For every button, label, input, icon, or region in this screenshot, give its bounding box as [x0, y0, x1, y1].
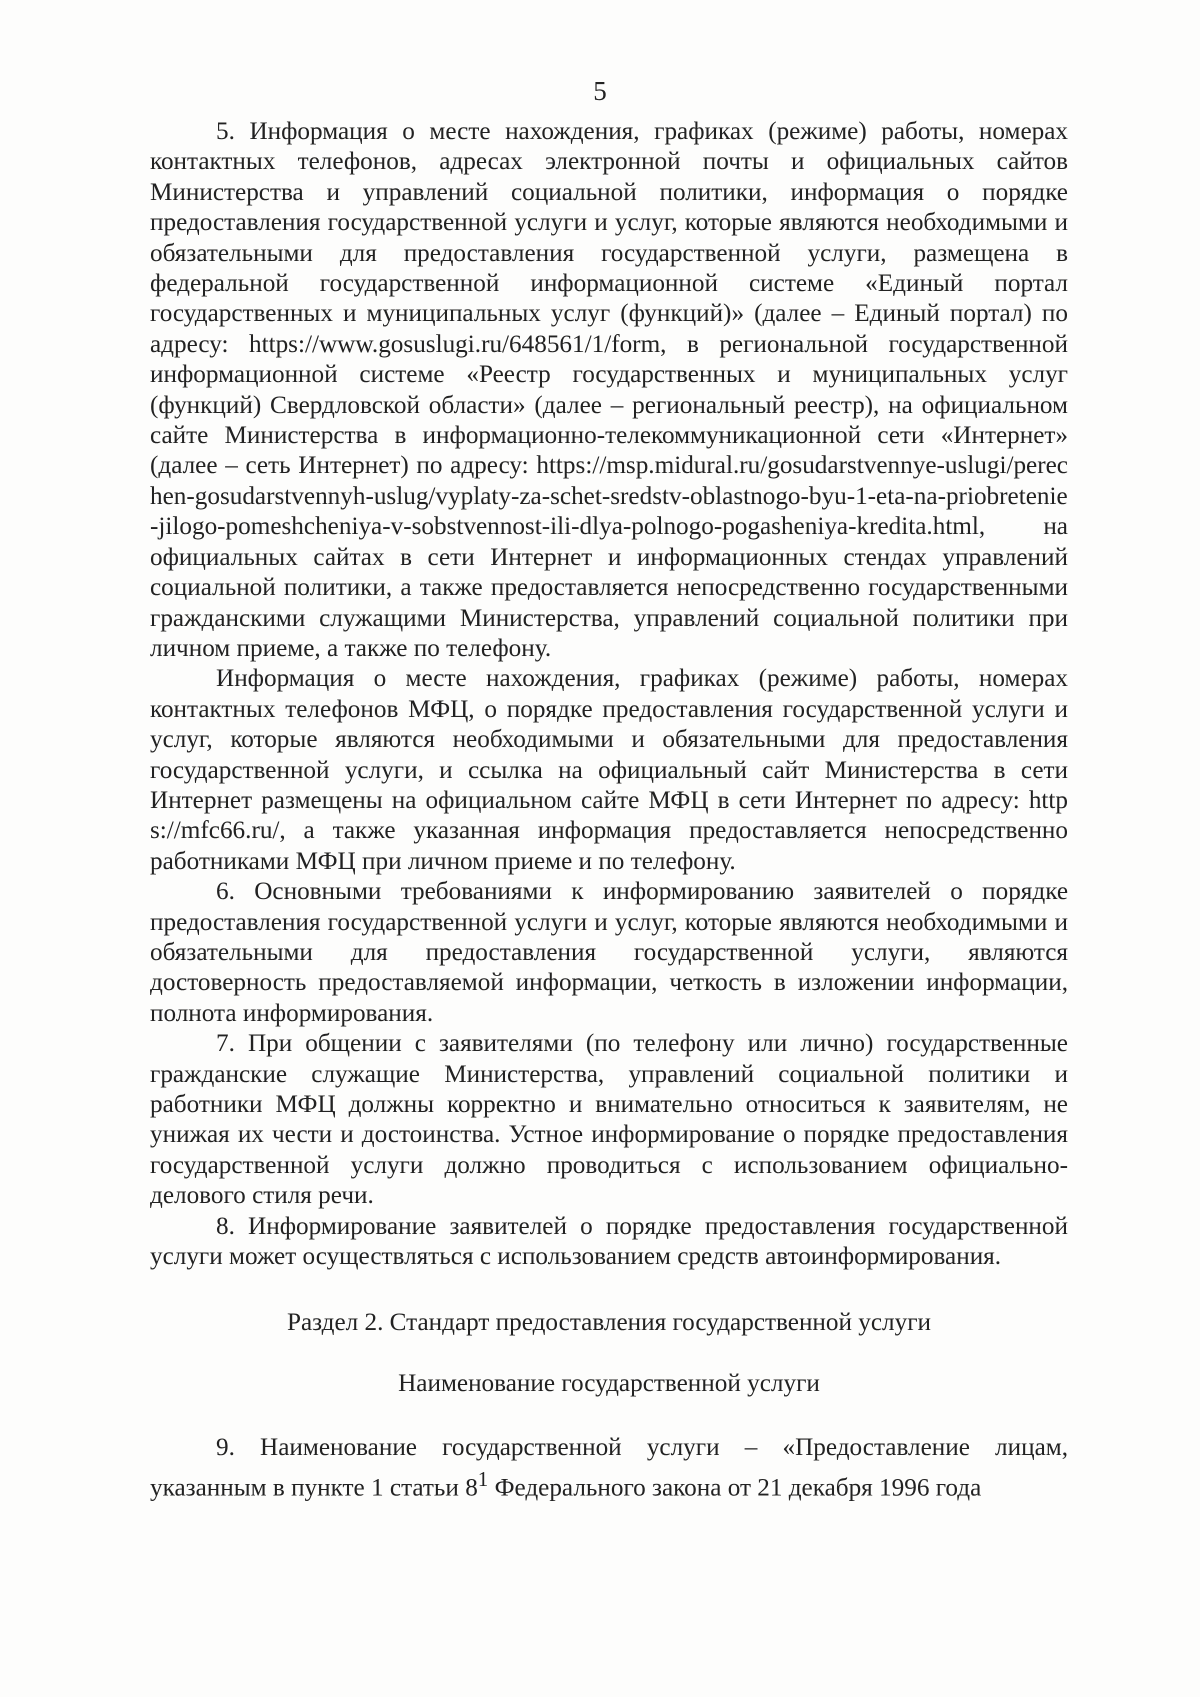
subsection-heading: Наименование государственной услуги	[398, 1369, 820, 1397]
paragraph-text: Информация о месте нахождения, графиках (режиме) работы, номерах контактных телефонов МФЦ, о порядке предоставления государственной услуги и услуг, которые являются необходимыми и обязательными для предоставления государственной услуги, и ссылка на официальный сайт Министерства в сети Интернет размещены на официальном сайте МФЦ в сети Интернет по адресу:	[150, 665, 1068, 814]
mfc-link: https://mfc66.ru/	[150, 786, 1068, 845]
paragraph-5	[150, 117, 1068, 664]
paragraph-8: 8. Информирование заявителей о порядке предоставления государственной услуги может осуществляться с использованием средств автоинформирования.	[150, 1212, 1068, 1271]
paragraph-text: Федерального закона от 21 декабря 1996 года	[488, 1474, 982, 1502]
paragraph-text: 9. Наименование государственной услуги – «Предоставление лицам, указанным в пункте 1 статьи 8	[150, 1434, 1068, 1502]
paragraph-7: 7. При общении с заявителями (по телефону или лично) государственные гражданские служащие Министерства, управлений социальной политики и работники МФЦ должны корректно и внимательно относиться к заявителям, не унижая их чести и достоинства. Устное информирование о порядке предоставления государственной услуги должно проводиться с использованием официально-делового стиля речи.	[150, 1030, 1068, 1210]
paragraph-9	[150, 1433, 1068, 1503]
paragraph-text: , а также указанная информация предоставляется непосредственно работниками МФЦ при личном приеме и по телефону.	[150, 817, 1068, 875]
document-body	[150, 117, 1068, 1503]
msp-midural-link: https://msp.midural.ru/gosudarstvennye-uslugi/perechen-gosudarstvennyh-uslug/vyplaty-za-schet-sredstv-oblastnogo-byu-1-eta-na-priobretenie-jilogo-pomeshcheniya-v-sobstvennost-ili-dlya-polnogo-pogasheniya-kredita.html	[150, 452, 1068, 541]
paragraph-mfc-info	[150, 664, 1068, 877]
paragraph-text: , на официальных сайтах в сети Интернет и информационных стендах управлений социальной политики, а также предоставляется непосредственно государственными гражданскими служащими Министерства, управлений социальной политики при личном приеме, а также по телефону.	[150, 513, 1068, 662]
page-number: 5	[593, 76, 607, 106]
paragraph-text: 5. Информация о месте нахождения, графиках (режиме) работы, номерах контактных телефонов, адресах электронной почты и официальных сайтов Министерства и управлений социальной политики, информация о порядке предоставления государственной услуги и услуг, которые являются необходимыми и обязательными для предоставления государственной услуги, размещена в федеральной государственной информационной системе «Единый портал государственных и муниципальных услуг (функций)» (далее – Единый портал) по адресу:	[150, 118, 1068, 358]
section-heading: Раздел 2. Стандарт предоставления государственной услуги	[286, 1309, 932, 1337]
paragraph-text: , в региональной государственной информационной системе «Реестр государственных и муниципальных услуг (функций) Свердловской области» (далее – региональный реестр), на официальном сайте Министерства в информационно-телекоммуникационной сети «Интернет» (далее – сеть Интернет) по адресу:	[150, 330, 1068, 480]
gosuslugi-link: https://www.gosuslugi.ru/648561/1/form	[249, 330, 661, 358]
paragraph-6: 6. Основными требованиями к информированию заявителей о порядке предоставления государственной услуги и услуг, которые являются необходимыми и обязательными для предоставления государственной услуги, являются достоверность предоставляемой информации, четкость в изложении информации, полнота информирования.	[150, 878, 1068, 1027]
superscript-number: 1	[477, 1466, 489, 1491]
